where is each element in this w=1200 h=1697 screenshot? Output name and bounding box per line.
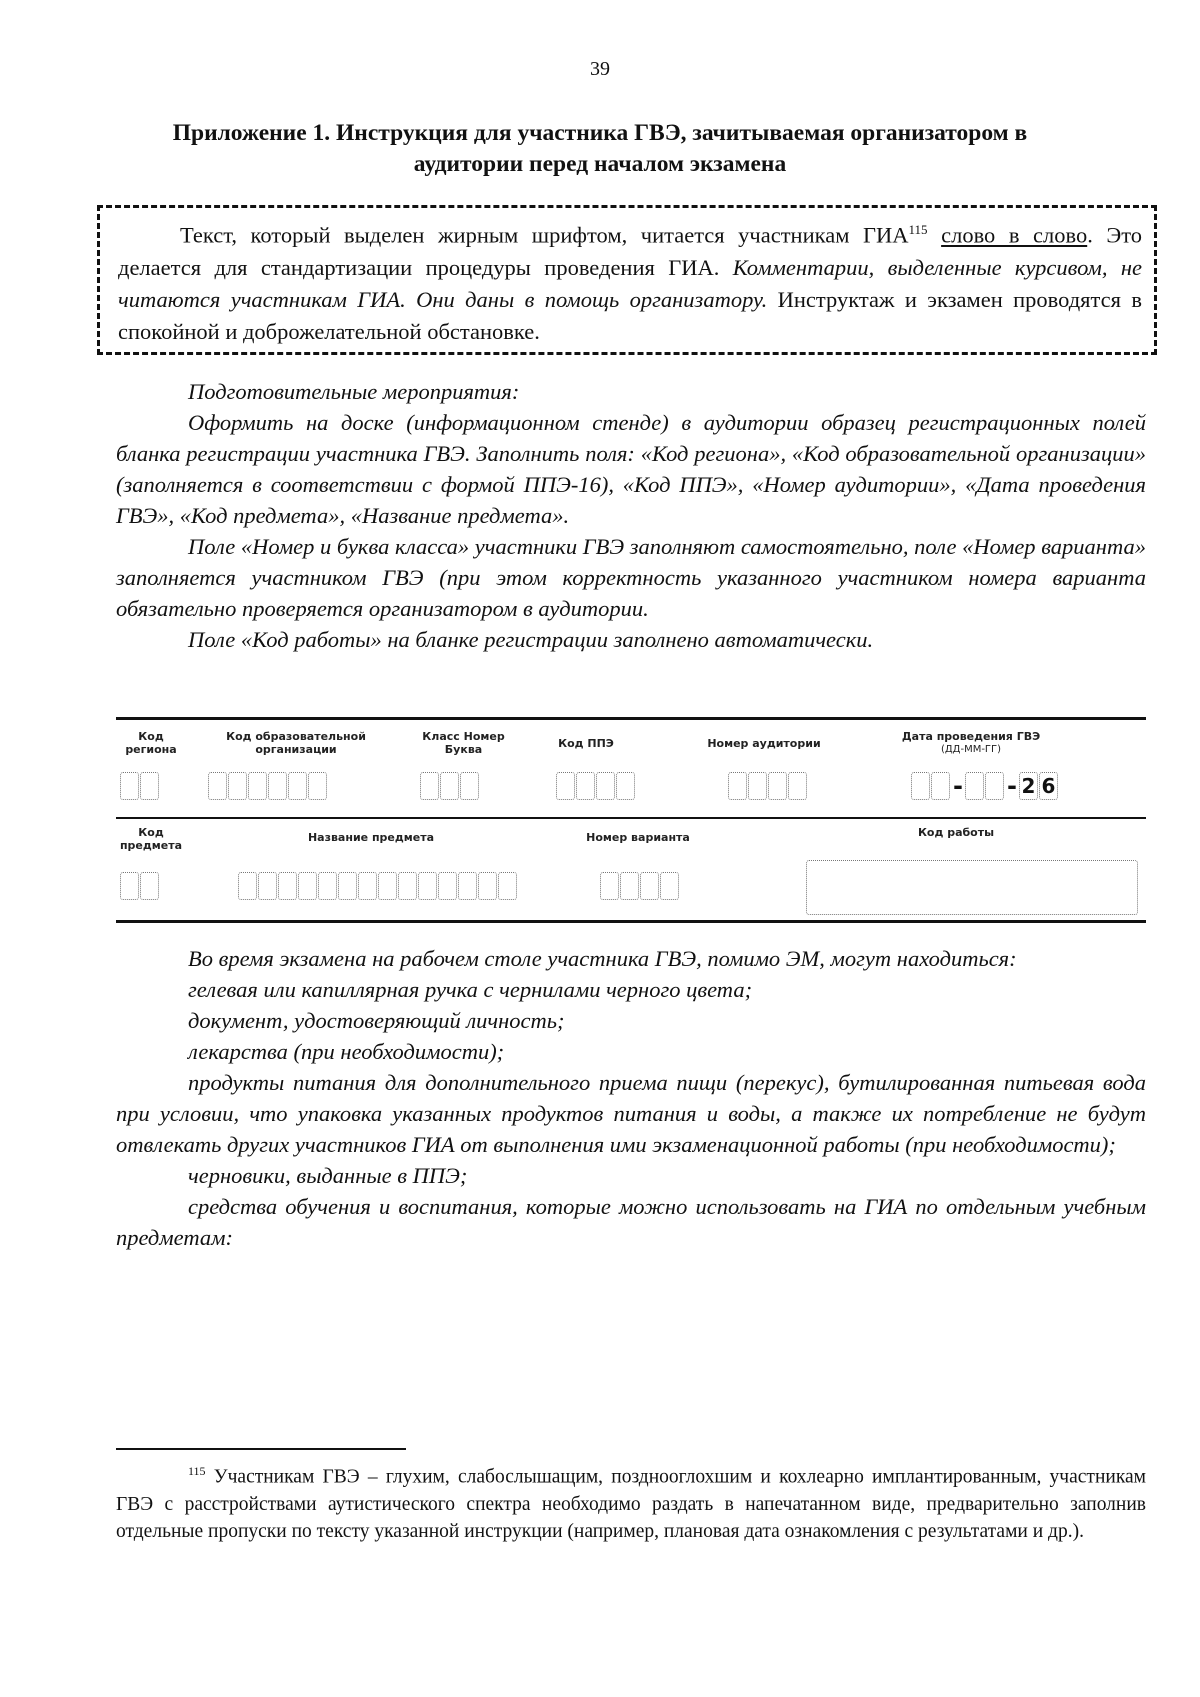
exam-date-title: Дата проведения ГВЭ	[901, 730, 1041, 743]
date-separator: -	[1006, 772, 1017, 800]
label-class: Класс Номер Буква	[422, 730, 505, 756]
work-code-box	[806, 860, 1138, 915]
allowed-items-section	[116, 943, 1146, 1253]
label-exam-date	[876, 730, 1066, 756]
page-title	[118, 118, 1082, 180]
allowed-item: средства обучения и воспитания, которые можно использовать на ГИА по отдельным учебным предметам:	[116, 1194, 1146, 1250]
form-row-separator	[116, 817, 1146, 819]
allowed-item: документ, удостоверяющий личность;	[188, 1008, 565, 1033]
org-code-cells[interactable]	[208, 772, 328, 800]
variant-number-cells[interactable]	[600, 872, 680, 900]
date-separator: -	[953, 772, 963, 800]
label-region-code: Код региона	[125, 730, 177, 756]
notice-paragraph	[118, 214, 1142, 348]
notice-underlined: слово в слово	[941, 222, 1088, 248]
region-code-cells[interactable]	[120, 772, 160, 800]
preparation-section	[116, 376, 1146, 655]
label-subject-name: Название предмета	[307, 831, 435, 844]
label-room-number: Номер аудитории	[707, 737, 821, 750]
subject-name-cells[interactable]	[238, 872, 518, 900]
footnote-divider	[116, 1448, 406, 1450]
notice-italic: Комментарии, выделенные курсивом, не читаются участникам ГИА. Они даны в помощь организатору.	[118, 254, 1142, 312]
room-number-cells[interactable]	[728, 772, 808, 800]
title-line-2: аудитории перед началом экзамена	[413, 151, 787, 177]
allowed-items-intro: Во время экзамена на рабочем столе участника ГВЭ, помимо ЭМ, могут находиться:	[188, 946, 1017, 971]
year-digit-2: 6	[1039, 772, 1058, 800]
allowed-item: продукты питания для дополнительного приема пищи (перекус), бутилированная питьевая вода при условии, что упаковка указанных продуктов питания и воды, а также их потребление не будут отвлекать других участников ГИА от выполнения ими экзаменационной работы (при необходимости);	[116, 1070, 1146, 1157]
preparation-paragraph-3: Поле «Код работы» на бланке регистрации заполнено автоматически.	[188, 627, 874, 652]
reading-instructions-box	[97, 205, 1157, 355]
exam-date-cells[interactable]	[911, 772, 1059, 800]
allowed-item: черновики, выданные в ППЭ;	[188, 1163, 468, 1188]
notice-text-2: . Это делается для стандартизации процедуры проведения ГИА.	[118, 222, 1143, 280]
label-ppe-code: Код ППЭ	[558, 737, 614, 750]
preparation-heading: Подготовительные мероприятия:	[188, 379, 520, 404]
footnote-ref: 115	[908, 222, 928, 237]
footnote-paragraph	[116, 1458, 1146, 1545]
registration-form-sample	[116, 717, 1146, 923]
exam-date-format: (ДД-ММ-ГГ)	[940, 744, 1002, 755]
class-cells[interactable]	[420, 772, 480, 800]
label-work-code: Код работы	[917, 826, 995, 839]
ppe-code-cells[interactable]	[556, 772, 636, 800]
preparation-paragraph-1: Оформить на доске (информационном стенде) в аудитории образец регистрационных полей бланка регистрации участника ГВЭ. Заполнить поля: «Код региона», «Код образовательной организации» (заполняется в соответствии с формой ППЭ-16), «Код ППЭ», «Номер аудитории», «Дата проведения ГВЭ», «Код предмета», «Название предмета».	[116, 410, 1146, 528]
footnote-number: 115	[188, 1464, 206, 1478]
subject-code-cells[interactable]	[120, 872, 160, 900]
notice-text-1: Текст, который выделен жирным шрифтом, читается участникам ГИА	[180, 222, 909, 248]
page-number: 39	[590, 58, 610, 80]
notice-text-3: Инструктаж и экзамен проводятся в спокойной и доброжелательной обстановке.	[118, 286, 1142, 344]
footnote-text: Участникам ГВЭ – глухим, слабослышащим, позднооглохшим и кохлеарно имплантированным, участникам ГВЭ с расстройствами аутистического спектра необходимо раздать в напечатанном виде, предварительно заполнив отдельные пропуски по тексту указанной инструкции (например, плановая дата ознакомления с результатами и др.).	[116, 1466, 1146, 1542]
allowed-item: гелевая или капиллярная ручка с чернилами черного цвета;	[188, 977, 753, 1002]
title-line-1: Приложение 1. Инструкция для участника ГВЭ, зачитываемая организатором в	[172, 120, 1028, 146]
footnote	[116, 1458, 1146, 1545]
label-variant-number: Номер варианта	[586, 831, 690, 844]
label-org-code: Код образовательной организации	[226, 730, 366, 756]
allowed-item: лекарства (при необходимости);	[188, 1039, 505, 1064]
label-subject-code: Код предмета	[119, 826, 183, 852]
preparation-paragraph-2: Поле «Номер и буква класса» участники ГВЭ заполняют самостоятельно, поле «Номер варианта» заполняется участником ГВЭ (при этом корректность указанного участником номера варианта обязательно проверяется организатором в аудитории.	[116, 534, 1146, 621]
year-digit-1: 2	[1019, 772, 1038, 800]
